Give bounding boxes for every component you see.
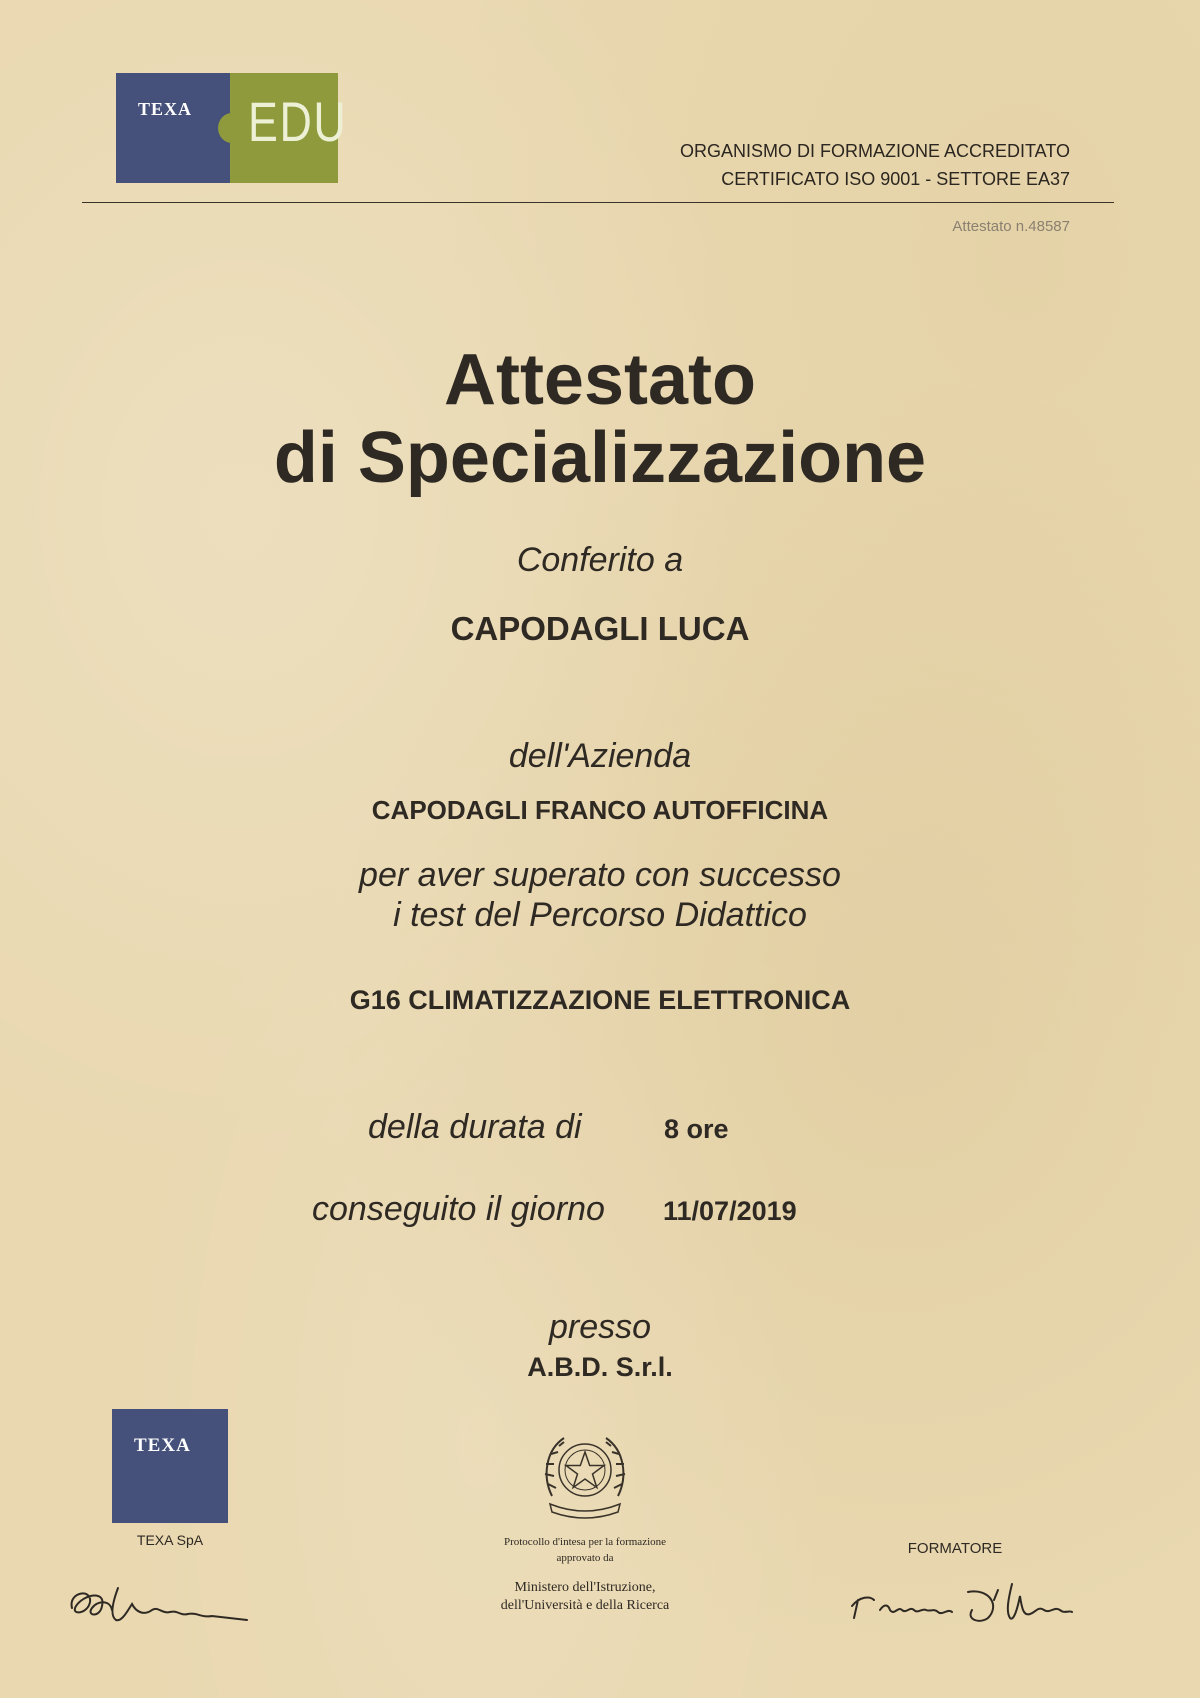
italian-republic-emblem — [538, 1426, 632, 1526]
duration-value: 8 ore — [664, 1114, 729, 1144]
texa-edu-logo — [116, 73, 348, 183]
title-line-2: di Specializzazione — [273, 418, 927, 498]
location-label: presso — [548, 1308, 652, 1346]
achievement-line-2: i test del Percorso Didattico — [393, 896, 807, 934]
header-divider — [82, 202, 1114, 203]
achievement-line-1: per aver superato con successo — [359, 856, 841, 894]
protocol-line-1: Protocollo d'intesa per la formazione — [503, 1536, 667, 1548]
accreditation-line-1: ORGANISMO DI FORMAZIONE ACCREDITATO — [679, 141, 1070, 161]
footer-logo-texa-text: TEXA — [134, 1435, 191, 1456]
company-label: dell'Azienda — [508, 737, 692, 775]
texa-company-name: TEXA SpA — [136, 1532, 204, 1548]
texa-signature — [62, 1570, 282, 1630]
logo-texa-text: TEXA — [138, 99, 193, 119]
location-name: A.B.D. S.r.l. — [527, 1352, 673, 1382]
recipient-name: CAPODAGLI LUCA — [450, 610, 750, 647]
ministry-line-1: Ministero dell'Istruzione, — [514, 1580, 656, 1595]
protocol-line-2: approvato da — [556, 1552, 614, 1564]
company-name: CAPODAGLI FRANCO AUTOFFICINA — [371, 795, 829, 825]
conferred-label: Conferito a — [516, 541, 684, 579]
accreditation-line-2: CERTIFICATO ISO 9001 - SETTORE EA37 — [721, 169, 1070, 189]
certificate-number: Attestato n.48587 — [952, 218, 1070, 235]
trainer-label: FORMATORE — [907, 1540, 1003, 1557]
ministry-line-2: dell'Università e della Ricerca — [500, 1598, 670, 1613]
trainer-signature — [840, 1566, 1080, 1636]
date-value: 11/07/2019 — [663, 1196, 797, 1226]
texa-logo — [112, 1409, 228, 1523]
duration-label: della durata di — [368, 1108, 582, 1146]
date-label: conseguito il giorno — [312, 1190, 605, 1228]
logo-edu-text: EDU — [248, 90, 348, 153]
title-line-1: Attestato — [443, 340, 756, 420]
course-name: G16 CLIMATIZZAZIONE ELETTRONICA — [349, 985, 851, 1015]
